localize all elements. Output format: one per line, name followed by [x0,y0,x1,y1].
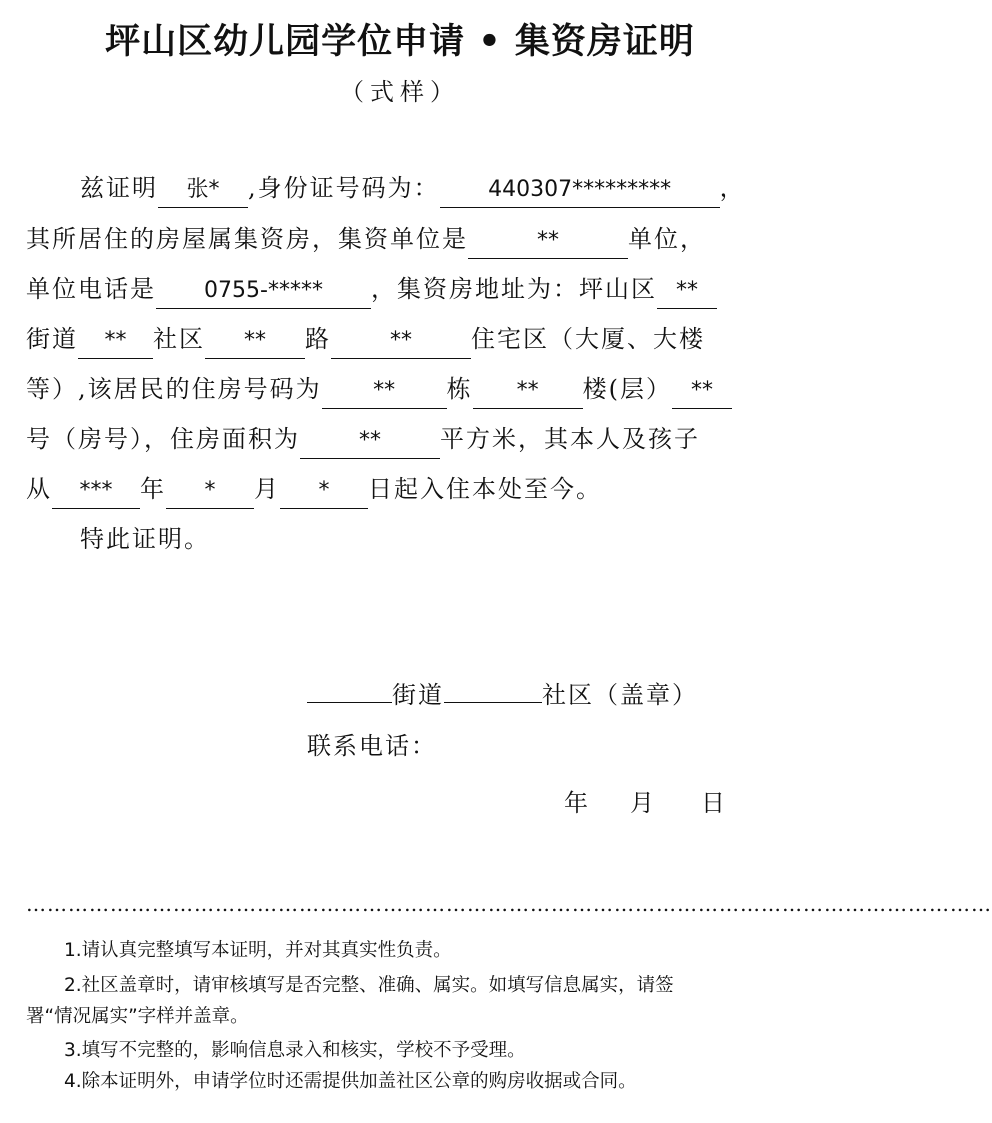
road-field[interactable]: ** [331,324,471,359]
document-title: 坪山区幼儿园学位申请 • 集资房证明 [105,21,695,62]
community-seal-blank[interactable] [444,668,542,703]
text-sign-year: 年 [564,789,590,817]
text-street-label: 街道 [26,325,78,353]
text-unit-label: 其所居住的房屋属集资房，集资单位是 [26,225,468,253]
text-phone-label: 单位电话是 [26,275,156,303]
text-address-label: ，集资房地址为：坪山区 [371,275,657,303]
area-field[interactable]: ** [300,424,440,459]
text-building-label: 栋 [446,375,473,403]
text-move-in: 日起入住本处至今。 [368,475,602,503]
text-street-seal: 街道 [392,681,444,709]
district-sub-field[interactable]: ** [657,274,717,309]
text-road-label: 路 [305,325,331,353]
street-field[interactable]: ** [78,324,153,359]
unit-field[interactable]: ** [468,224,628,259]
document-subtitle: （式样） [340,78,460,106]
floor-field[interactable]: ** [473,374,583,409]
text-month: 月 [254,475,280,503]
text-community-seal: 社区（盖章） [542,681,698,709]
certificate-line-1 [80,167,746,209]
month-field[interactable]: * [166,474,254,509]
certificate-line-2 [26,218,706,260]
street-seal-blank[interactable] [307,668,392,703]
id-number-field[interactable]: 440307********* [440,173,720,208]
building-field[interactable]: ** [322,374,447,409]
certificate-line-7 [26,468,602,510]
certificate-line-4 [26,318,705,360]
unit-phone-field[interactable]: 0755-***** [156,274,371,309]
text-community-label: 社区 [153,325,205,353]
text-sign-month: 月 [630,789,656,817]
note-1: 1.请认真完整填写本证明，并对其真实性负责。 [64,940,452,961]
certificate-line-6 [26,418,700,460]
text-from: 从 [26,475,52,503]
community-field[interactable]: ** [205,324,305,359]
name-field[interactable]: 张* [158,173,248,208]
contact-phone-label: 联系电话： [307,732,437,760]
text-area-label: 号（房号），住房面积为 [26,425,300,453]
note-2-continued: 署“情况属实”字样并盖章。 [26,1006,249,1027]
text-unit-suffix: 单位， [628,225,706,253]
certificate-line-5 [26,368,732,410]
note-4: 4.除本证明外，申请学位时还需提供加盖社区公章的购房收据或合同。 [64,1071,637,1092]
room-field[interactable]: ** [672,374,732,409]
text-sign-day: 日 [701,789,727,817]
text-house-number-label: 等）,该居民的住房号码为 [26,375,322,403]
text-certify: 兹证明 [80,174,158,202]
signature-seal-line [307,668,698,710]
text-area-suffix: 平方米，其本人及孩子 [440,425,700,453]
text-floor-label: 楼(层） [582,375,673,403]
text-id-label: ,身份证号码为： [248,174,440,202]
note-3: 3.填写不完整的，影响信息录入和核实，学校不予受理。 [64,1040,526,1061]
closing-statement: 特此证明。 [80,525,210,553]
text-residence-label: 住宅区（大厦、大楼 [471,325,705,353]
day-field[interactable]: * [280,474,368,509]
year-field[interactable]: *** [52,474,140,509]
note-2: 2.社区盖章时，请审核填写是否完整、准确、属实。如填写信息属实，请签 [64,975,674,996]
certificate-line-3 [26,268,717,310]
text-year: 年 [140,475,166,503]
date-line [564,782,744,824]
dotted-separator: ………………………………………………………………………………………………………………………… [26,892,992,916]
text-comma: ， [719,174,746,202]
